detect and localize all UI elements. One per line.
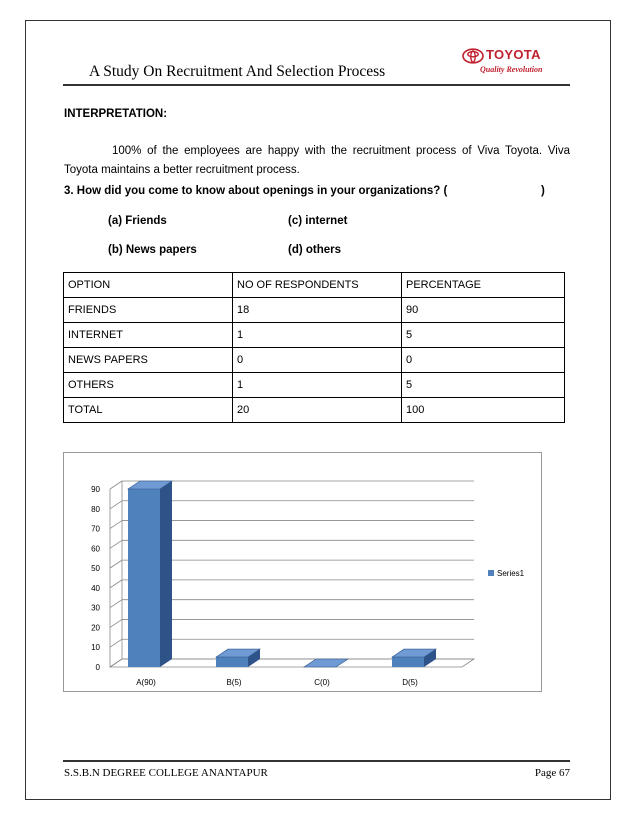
toyota-emblem-icon xyxy=(462,48,484,64)
y-tick-label: 0 xyxy=(95,663,100,672)
bar-chart xyxy=(64,453,541,691)
option-d: (d) others xyxy=(288,244,342,256)
y-tick-label: 30 xyxy=(91,603,100,613)
table-cell: 18 xyxy=(233,298,402,323)
y-tick-label: 90 xyxy=(91,485,100,494)
table-cell: 100 xyxy=(402,398,565,423)
toyota-logo xyxy=(462,48,572,82)
x-tick-label: B(5) xyxy=(226,678,242,687)
table-header-cell: PERCENTAGE xyxy=(402,273,565,298)
table-row xyxy=(64,298,565,323)
table-row xyxy=(64,398,565,423)
y-tick-label: 60 xyxy=(91,544,100,554)
respondents-table xyxy=(63,272,565,423)
legend-swatch xyxy=(488,570,494,576)
gridline-side xyxy=(110,639,122,647)
x-tick-label: C(0) xyxy=(314,678,330,687)
question-text: 3. How did you come to know about openings in your organizations? ( xyxy=(64,185,448,197)
table-cell: 5 xyxy=(402,373,565,398)
interpretation-paragraph: 100% of the employees are happy with the recruitment process of Viva Toyota. Viva Toyota maintains a better recruitment process. xyxy=(64,145,570,176)
table-row xyxy=(64,323,565,348)
footer-divider xyxy=(63,760,570,762)
gridline-side xyxy=(110,481,122,489)
footer-page-number: Page 67 xyxy=(534,767,570,779)
y-tick-label: 50 xyxy=(91,564,100,574)
logo-text: TOYOTA xyxy=(486,47,541,62)
table-cell: NEWS PAPERS xyxy=(64,348,233,373)
table-cell: 1 xyxy=(233,373,402,398)
chart-container xyxy=(63,452,542,692)
table-row xyxy=(64,348,565,373)
table-cell: OTHERS xyxy=(64,373,233,398)
legend-label: Series1 xyxy=(497,569,525,578)
header-divider xyxy=(63,84,570,86)
y-tick-label: 70 xyxy=(91,524,100,534)
y-tick-label: 20 xyxy=(91,623,100,633)
gridline-side xyxy=(110,560,122,568)
bar xyxy=(392,657,424,667)
bar-side xyxy=(160,481,172,667)
footer-college: S.S.B.N DEGREE COLLEGE ANANTAPUR xyxy=(64,767,268,779)
table-cell: 20 xyxy=(233,398,402,423)
bar xyxy=(128,489,160,667)
table-cell: 1 xyxy=(233,323,402,348)
table-cell: TOTAL xyxy=(64,398,233,423)
logo-tagline: Quality Revolution xyxy=(480,65,543,74)
table-cell: 0 xyxy=(402,348,565,373)
y-tick-label: 80 xyxy=(91,504,100,514)
table-cell: 5 xyxy=(402,323,565,348)
table-header-row xyxy=(64,273,565,298)
y-tick-label: 40 xyxy=(91,583,100,593)
interpretation-heading: INTERPRETATION: xyxy=(64,108,168,120)
option-c: (c) internet xyxy=(288,215,348,227)
gridline-side xyxy=(110,600,122,608)
table-cell: FRIENDS xyxy=(64,298,233,323)
gridline-side xyxy=(110,540,122,548)
table-cell: 0 xyxy=(233,348,402,373)
gridline-side xyxy=(110,521,122,529)
table-cell: INTERNET xyxy=(64,323,233,348)
table-row xyxy=(64,373,565,398)
table-header-cell: OPTION xyxy=(64,273,233,298)
x-tick-label: D(5) xyxy=(402,678,418,687)
gridline-side xyxy=(110,580,122,588)
bar xyxy=(216,657,248,667)
table-cell: 90 xyxy=(402,298,565,323)
option-b: (b) News papers xyxy=(108,244,197,256)
question-close-paren: ) xyxy=(541,185,545,197)
x-tick-label: A(90) xyxy=(136,678,156,687)
gridline-side xyxy=(110,501,122,509)
option-a: (a) Friends xyxy=(108,215,167,227)
gridline-side xyxy=(110,619,122,627)
table-header-cell: NO OF RESPONDENTS xyxy=(233,273,402,298)
header-title: A Study On Recruitment And Selection Process xyxy=(89,63,386,80)
y-tick-label: 10 xyxy=(91,643,100,653)
